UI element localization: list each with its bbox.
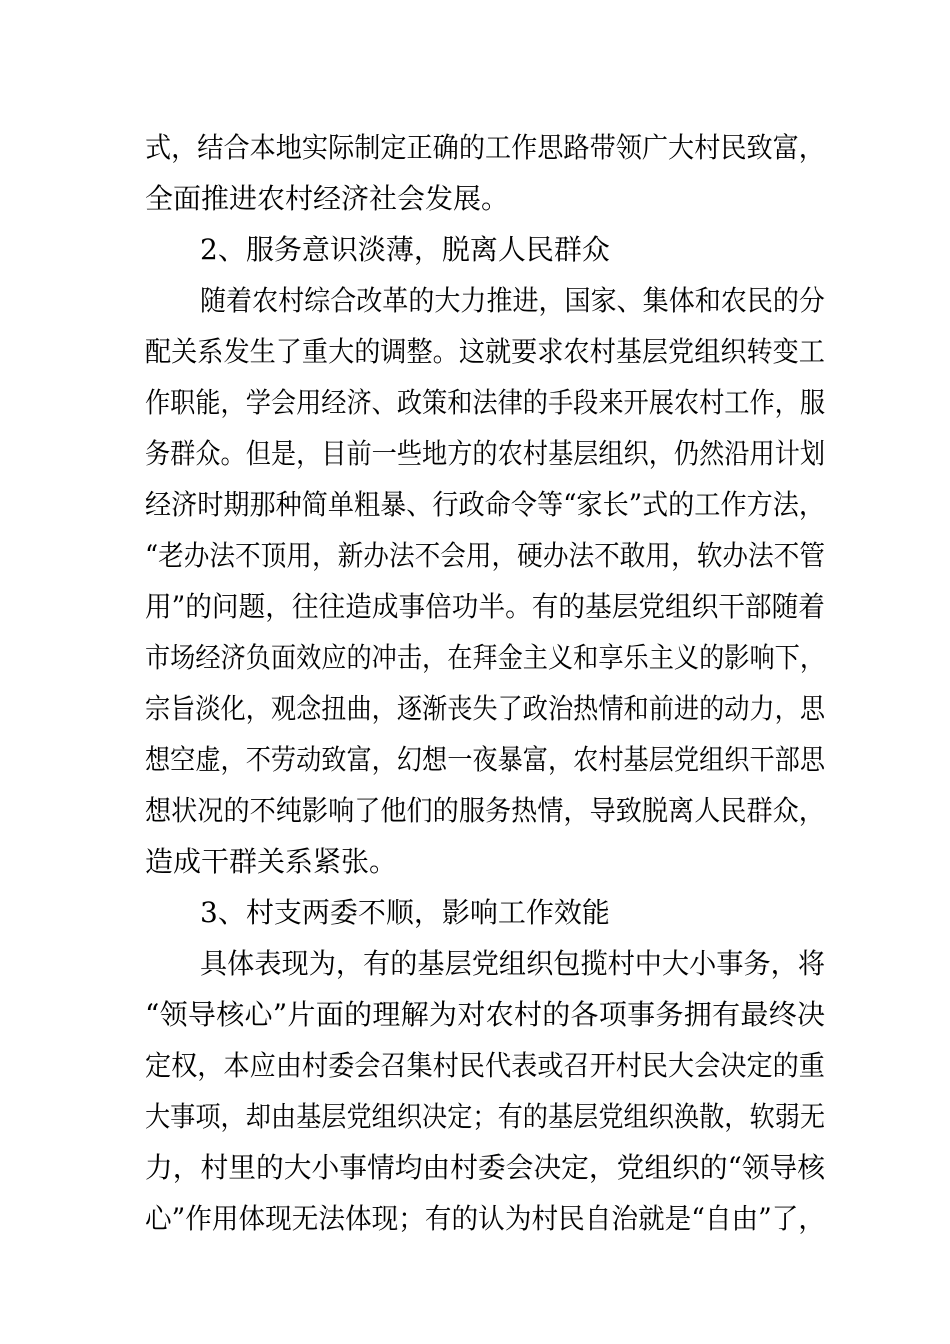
paragraph-line: “领导核心”片面的理解为对农村的各项事务拥有最终决: [145, 998, 826, 1031]
paragraph-line: 大事项，却由基层党组织决定；有的基层党组织涣散，软弱无: [145, 1100, 826, 1133]
paragraph-line: 造成干群关系紧张。: [145, 845, 398, 878]
section-heading: 3、村支两委不顺，影响工作效能: [200, 896, 610, 929]
paragraph-line: 经济时期那种简单粗暴、行政命令等“家长”式的工作方法，: [145, 488, 825, 521]
paragraph-line: 定权，本应由村委会召集村民代表或召开村民大会决定的重: [145, 1049, 825, 1082]
paragraph-line: 力，村里的大小事情均由村委会决定，党组织的“领导核: [145, 1151, 826, 1184]
paragraph-line: 全面推进农村经济社会发展。: [145, 182, 510, 215]
paragraph-line: 作职能，学会用经济、政策和法律的手段来开展农村工作，服: [145, 386, 826, 419]
paragraph-line: “老办法不顶用，新办法不会用，硬办法不敢用，软办法不管: [145, 539, 825, 572]
paragraph-line: 想状况的不纯影响了他们的服务热情，导致脱离人民群众，: [145, 794, 825, 827]
paragraph-line: 想空虚，不劳动致富，幻想一夜暴富，农村基层党组织干部思: [145, 743, 826, 776]
paragraph-line: 具体表现为，有的基层党组织包揽村中大小事务，将: [200, 947, 826, 980]
paragraph-line: 式，结合本地实际制定正确的工作思路带领广大村民致富，: [145, 131, 825, 164]
paragraph-line: 随着农村综合改革的大力推进，国家、集体和农民的分: [200, 284, 825, 317]
paragraph-line: 配关系发生了重大的调整。这就要求农村基层党组织转变工: [145, 335, 825, 368]
paragraph-line: 宗旨淡化，观念扭曲，逐渐丧失了政治热情和前进的动力，思: [145, 692, 826, 725]
paragraph-line: 心”作用体现无法体现；有的认为村民自治就是“自由”了，: [145, 1202, 825, 1235]
paragraph-line: 用”的问题，往往造成事倍功半。有的基层党组织干部随着: [145, 590, 825, 623]
section-heading: 2、服务意识淡薄，脱离人民群众: [200, 233, 610, 266]
paragraph-line: 市场经济负面效应的冲击，在拜金主义和享乐主义的影响下，: [145, 641, 826, 674]
paragraph-line: 务群众。但是，目前一些地方的农村基层组织，仍然沿用计划: [145, 437, 826, 470]
